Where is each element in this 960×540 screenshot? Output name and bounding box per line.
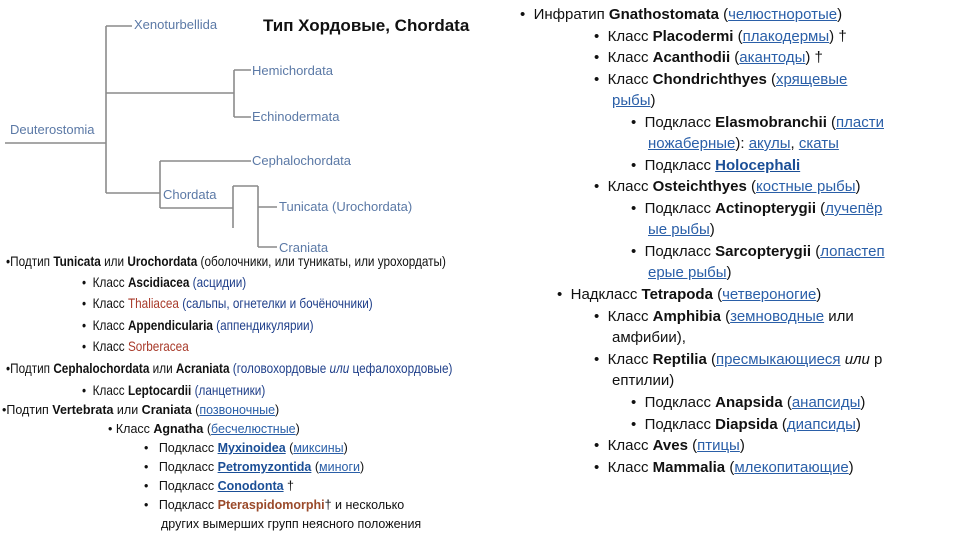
list-item-actinopterygii: • Подкласс Actinopterygii (лучепёр — [631, 200, 883, 217]
tree-label-xenoturbellida: Xenoturbellida — [134, 17, 218, 32]
link-plakodermy[interactable]: плакодермы — [742, 28, 830, 45]
tree-label-deuterostomia: Deuterostomia — [10, 122, 95, 137]
tree-label-cephalochordata: Cephalochordata — [252, 153, 352, 168]
link-plasti[interactable]: пласти — [836, 114, 884, 131]
list-item-pteraspidomorphi: • Подкласс Pteraspidomorphi† и несколько — [144, 498, 405, 512]
link-miksiny[interactable]: миксины — [293, 441, 344, 455]
link-khryashchevye[interactable]: хрящевые — [775, 71, 848, 88]
tree-label-hemichordata: Hemichordata — [252, 63, 333, 78]
list-item-tunicata: •Подтип Tunicata или Urochordata (оболочники, или туникаты, или урохордаты) — [6, 253, 446, 269]
list-item-myxinoidea: • Подкласс Myxinoidea (миксины) — [144, 441, 348, 455]
link-beschelyustnye[interactable]: бесчелюстные — [211, 422, 296, 436]
list-item-acanthodii: • Класс Acanthodii (акантоды) † — [594, 49, 823, 66]
link-holocephali[interactable]: Holocephali — [715, 157, 801, 174]
list-item-chondrichthyes: • Класс Chondrichthyes (хрящевые — [594, 71, 848, 88]
list-item-chondrichthyes-cont: рыбы) — [612, 92, 656, 109]
link-myxinoidea[interactable]: Myxinoidea — [217, 441, 286, 455]
list-item-agnatha: • Класс Agnatha (бесчелюстные) — [108, 422, 300, 436]
list-item-aves: • Класс Aves (птицы) — [594, 437, 745, 454]
list-item-reptilia-cont: ептилии) — [612, 372, 675, 389]
list-item-petromyzontida: • Подкласс Petromyzontida (миноги) — [144, 460, 365, 474]
list-item-conodonta: • Подкласс Conodonta † — [144, 479, 295, 493]
link-kostnye-ryby[interactable]: костные рыбы — [756, 178, 856, 195]
list-item-holocephali: • Подкласс Holocephali — [631, 157, 801, 174]
list-item-reptilia: • Класс Reptilia (пресмыкающиеся или р — [594, 351, 883, 368]
list-item-placodermi: • Класс Placodermi (плакодермы) † — [594, 28, 847, 45]
list-item-vertebrata: •Подтип Vertebrata или Craniata (позвоночные) — [2, 403, 280, 417]
tree-label-tunicata: Tunicata (Urochordata) — [279, 199, 413, 214]
list-item-amphibia: • Класс Amphibia (земноводные или — [594, 308, 854, 325]
list-item-appendicularia: • Класс Appendicularia (аппендикулярии) — [82, 317, 314, 333]
list-item-tetrapoda: • Надкласс Tetrapoda (четвероногие) — [557, 286, 822, 303]
page-title: Тип Хордовые, Chordata — [263, 16, 470, 35]
link-conodonta[interactable]: Conodonta — [217, 479, 284, 493]
link-diapsidy[interactable]: диапсиды — [786, 416, 856, 433]
list-item-anapsida: • Подкласс Anapsida (анапсиды) — [631, 394, 866, 411]
link-zemnovodnye[interactable]: земноводные — [730, 308, 825, 325]
link-minogi[interactable]: миноги — [319, 460, 360, 474]
link-nozhabernye[interactable]: ножаберные — [648, 135, 736, 152]
list-item-sarcopterygii-cont: ерые рыбы) — [648, 264, 732, 281]
link-pozvonochnye[interactable]: позвоночные — [199, 403, 276, 417]
list-item-osteichthyes: • Класс Osteichthyes (костные рыбы) — [594, 178, 861, 195]
link-lopastep[interactable]: лопастеп — [820, 243, 885, 260]
link-petromyzontida[interactable]: Petromyzontida — [217, 460, 312, 474]
list-item-pteraspidomorphi-cont: других вымерших групп неясного положения — [161, 517, 422, 531]
list-item-ascidiacea: • Класс Ascidiacea (асцидии) — [82, 274, 247, 290]
link-presmykayushchiesya[interactable]: пресмыкающиеся — [715, 351, 841, 368]
link-mlekopitayushchie[interactable]: млекопитающие — [734, 459, 849, 476]
list-item-actinopterygii-cont: ые рыбы) — [648, 221, 715, 238]
tree-label-echinodermata: Echinodermata — [252, 109, 340, 124]
list-item-leptocardii: • Класс Leptocardii (ланцетники) — [82, 382, 266, 398]
list-item-cephalochordata: •Подтип Cephalochordata или Acraniata (головохордовые или цефалохордовые) — [6, 360, 453, 376]
list-item-diapsida: • Подкласс Diapsida (диапсиды) — [631, 416, 861, 433]
list-item-amphibia-cont: амфибии), — [612, 329, 686, 346]
tree-label-chordata: Chordata — [163, 187, 217, 202]
list-item-mammalia: • Класс Mammalia (млекопитающие) — [594, 459, 854, 476]
link-chelyustnorotye[interactable]: челюстноротые — [728, 6, 838, 23]
link-anapsidy[interactable]: анапсиды — [791, 394, 861, 411]
list-item-gnathostomata: • Инфратип Gnathostomata (челюстноротые) — [520, 6, 843, 23]
list-item-elasmobranchii-cont: ножаберные): акулы, скаты — [648, 135, 839, 152]
list-item-sorberacea: • Класс Sorberacea — [82, 338, 189, 354]
link-ptitsy[interactable]: птицы — [697, 437, 740, 454]
link-erye-ryby[interactable]: ерые рыбы — [648, 264, 727, 281]
link-lucheper[interactable]: лучепёр — [825, 200, 883, 217]
link-ryby[interactable]: рыбы — [612, 92, 651, 109]
link-akantody[interactable]: акантоды — [739, 49, 806, 66]
list-item-sarcopterygii: • Подкласс Sarcopterygii (лопастеп — [631, 243, 885, 260]
link-chetveronogie[interactable]: четвероногие — [722, 286, 817, 303]
list-item-elasmobranchii: • Подкласс Elasmobranchii (пласти — [631, 114, 884, 131]
link-ye-ryby[interactable]: ые рыбы — [648, 221, 710, 238]
link-akuly[interactable]: акулы — [748, 135, 791, 152]
tree-label-craniata: Craniata — [279, 240, 329, 255]
link-skaty[interactable]: скаты — [798, 135, 839, 152]
list-item-thaliacea: • Класс Thaliacea (сальпы, огнетелки и бочёночники) — [82, 295, 373, 311]
